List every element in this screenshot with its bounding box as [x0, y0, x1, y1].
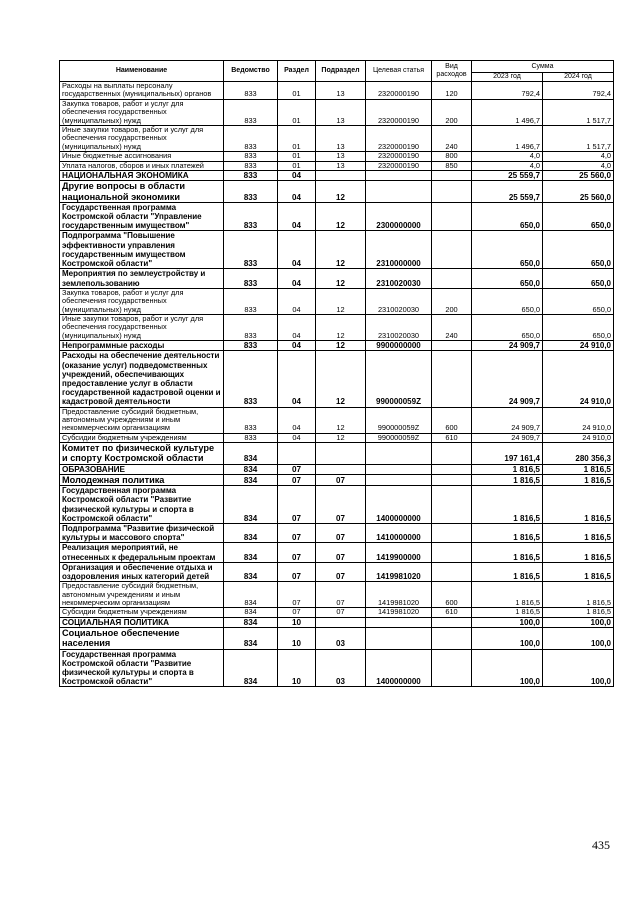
row-section: 07 [278, 464, 316, 474]
row-sum-2024: 1 816,5 [543, 543, 614, 562]
row-target: 2320000190 [366, 82, 432, 100]
row-sum-2024: 1 816,5 [543, 475, 614, 486]
row-dept: 834 [224, 628, 278, 649]
row-subsection: 12 [316, 202, 366, 231]
row-kind [432, 443, 472, 464]
row-section: 04 [278, 171, 316, 181]
table-row [60, 161, 614, 170]
row-section: 10 [278, 649, 316, 687]
row-section: 04 [278, 314, 316, 340]
row-sum-2024: 650,0 [543, 269, 614, 288]
row-section: 07 [278, 475, 316, 486]
row-sum-2023: 197 161,4 [472, 443, 543, 464]
row-name: Расходы на обеспечение деятельности (оказание услуг) подведомственных учреждений, обеспечивающих предоставление услуг в области государственной кадастровой оценки и кадастровой деятельности [60, 351, 224, 407]
table-row [60, 126, 614, 152]
row-sum-2024: 25 560,0 [543, 171, 614, 181]
row-section: 01 [278, 152, 316, 161]
table-row [60, 486, 614, 524]
row-dept: 833 [224, 351, 278, 407]
row-sum-2024: 650,0 [543, 202, 614, 231]
row-section: 07 [278, 543, 316, 562]
row-dept: 834 [224, 617, 278, 627]
table-row [60, 582, 614, 608]
budget-table [59, 60, 614, 687]
row-sum-2023: 4,0 [472, 152, 543, 161]
row-target: 1419900000 [366, 543, 432, 562]
row-target: 2310000000 [366, 231, 432, 269]
row-dept: 834 [224, 582, 278, 608]
row-subsection: 07 [316, 582, 366, 608]
row-subsection [316, 443, 366, 464]
row-name: Иные закупки товаров, работ и услуг для обеспечения государственных (муниципальных) нужд [60, 314, 224, 340]
row-subsection [316, 617, 366, 627]
table-body [60, 82, 614, 687]
row-target [366, 464, 432, 474]
row-subsection: 07 [316, 475, 366, 486]
row-sum-2024: 24 910,0 [543, 433, 614, 442]
row-target [366, 617, 432, 627]
row-dept: 834 [224, 543, 278, 562]
row-target: 1400000000 [366, 486, 432, 524]
row-sum-2024: 4,0 [543, 152, 614, 161]
table-row [60, 288, 614, 314]
row-target: 990000059Z [366, 407, 432, 433]
row-name: Закупка товаров, работ и услуг для обеспечения государственных (муниципальных) нужд [60, 99, 224, 125]
row-sum-2023: 1 816,5 [472, 608, 543, 617]
row-section: 04 [278, 341, 316, 351]
row-sum-2023: 24 909,7 [472, 433, 543, 442]
row-section: 07 [278, 562, 316, 581]
row-name: Уплата налогов, сборов и иных платежей [60, 161, 224, 170]
row-target: 2310020030 [366, 269, 432, 288]
row-sum-2024: 650,0 [543, 288, 614, 314]
table-row [60, 617, 614, 627]
row-name: Закупка товаров, работ и услуг для обеспечения государственных (муниципальных) нужд [60, 288, 224, 314]
row-kind [432, 562, 472, 581]
row-dept: 833 [224, 433, 278, 442]
row-sum-2023: 100,0 [472, 617, 543, 627]
row-subsection: 12 [316, 351, 366, 407]
row-name: Подпрограмма "Повышение эффективности управления государственным имуществом Костромской области" [60, 231, 224, 269]
row-target: 9900000000 [366, 341, 432, 351]
row-dept: 833 [224, 341, 278, 351]
row-dept: 834 [224, 562, 278, 581]
row-section: 07 [278, 524, 316, 543]
header-section: Раздел [278, 61, 316, 82]
table-row [60, 341, 614, 351]
row-kind: 600 [432, 582, 472, 608]
table-row [60, 433, 614, 442]
row-sum-2024: 650,0 [543, 314, 614, 340]
row-kind: 800 [432, 152, 472, 161]
row-sum-2024: 100,0 [543, 617, 614, 627]
table-row [60, 314, 614, 340]
row-sum-2023: 650,0 [472, 202, 543, 231]
row-sum-2024: 100,0 [543, 628, 614, 649]
row-sum-2023: 1 816,5 [472, 543, 543, 562]
row-sum-2024: 1 816,5 [543, 608, 614, 617]
row-section: 04 [278, 433, 316, 442]
row-sum-2023: 1 496,7 [472, 126, 543, 152]
row-kind [432, 486, 472, 524]
row-section: 04 [278, 269, 316, 288]
row-dept: 833 [224, 99, 278, 125]
row-name: Подпрограмма "Развитие физической культуры и массового спорта" [60, 524, 224, 543]
row-target [366, 475, 432, 486]
row-kind [432, 464, 472, 474]
row-subsection: 12 [316, 288, 366, 314]
row-kind [432, 171, 472, 181]
row-name: Расходы на выплаты персоналу государственных (муниципальных) органов [60, 82, 224, 100]
table-row [60, 628, 614, 649]
row-kind: 850 [432, 161, 472, 170]
row-dept: 834 [224, 443, 278, 464]
row-subsection [316, 171, 366, 181]
row-sum-2024: 24 910,0 [543, 351, 614, 407]
row-section: 10 [278, 628, 316, 649]
row-kind [432, 543, 472, 562]
row-dept: 833 [224, 171, 278, 181]
row-subsection: 12 [316, 181, 366, 202]
row-kind: 610 [432, 433, 472, 442]
row-section: 04 [278, 202, 316, 231]
row-subsection: 13 [316, 161, 366, 170]
page-number: 435 [592, 838, 610, 852]
row-dept: 834 [224, 524, 278, 543]
row-name: Государственная программа Костромской области "Развитие физической культуры и спорта в Костромской области" [60, 486, 224, 524]
row-sum-2024: 280 356,3 [543, 443, 614, 464]
row-name: СОЦИАЛЬНАЯ ПОЛИТИКА [60, 617, 224, 627]
row-sum-2023: 1 816,5 [472, 524, 543, 543]
row-kind: 240 [432, 126, 472, 152]
row-target: 1400000000 [366, 649, 432, 687]
row-sum-2024: 792,4 [543, 82, 614, 100]
row-subsection: 07 [316, 524, 366, 543]
table-row [60, 443, 614, 464]
row-dept: 833 [224, 407, 278, 433]
row-sum-2023: 650,0 [472, 288, 543, 314]
table-row [60, 475, 614, 486]
row-subsection: 12 [316, 231, 366, 269]
row-sum-2023: 1 816,5 [472, 475, 543, 486]
row-sum-2024: 1 816,5 [543, 562, 614, 581]
row-target: 2320000190 [366, 99, 432, 125]
table-row [60, 562, 614, 581]
header-name: Наименование [60, 61, 224, 82]
row-target: 1410000000 [366, 524, 432, 543]
row-sum-2024: 1 517,7 [543, 99, 614, 125]
row-section [278, 443, 316, 464]
row-target: 2320000190 [366, 152, 432, 161]
row-sum-2024: 650,0 [543, 231, 614, 269]
table-row [60, 99, 614, 125]
row-subsection: 03 [316, 628, 366, 649]
table-row [60, 181, 614, 202]
row-target: 1419981020 [366, 582, 432, 608]
row-sum-2023: 650,0 [472, 314, 543, 340]
row-name: Предоставление субсидий бюджетным, автономным учреждениям и иным некоммерческим организациям [60, 407, 224, 433]
header-dept: Ведомство [224, 61, 278, 82]
row-dept: 833 [224, 269, 278, 288]
row-name: Иные бюджетные ассигнования [60, 152, 224, 161]
row-kind: 120 [432, 82, 472, 100]
row-sum-2023: 24 909,7 [472, 407, 543, 433]
row-sum-2023: 1 816,5 [472, 582, 543, 608]
row-name: Иные закупки товаров, работ и услуг для обеспечения государственных (муниципальных) нужд [60, 126, 224, 152]
row-dept: 833 [224, 126, 278, 152]
row-dept: 834 [224, 475, 278, 486]
row-subsection: 13 [316, 126, 366, 152]
header-year-2024: 2024 год [543, 73, 614, 82]
row-target: 2320000190 [366, 126, 432, 152]
row-sum-2024: 1 816,5 [543, 486, 614, 524]
header-target: Целевая статья [366, 61, 432, 82]
row-sum-2023: 25 559,7 [472, 181, 543, 202]
row-sum-2024: 1 517,7 [543, 126, 614, 152]
row-target: 1419981020 [366, 562, 432, 581]
row-subsection: 12 [316, 341, 366, 351]
budget-table-sheet [59, 60, 613, 687]
row-dept: 834 [224, 486, 278, 524]
row-sum-2023: 25 559,7 [472, 171, 543, 181]
row-name: Организация и обеспечение отдыха и оздоровления иных категорий детей [60, 562, 224, 581]
row-sum-2023: 1 816,5 [472, 562, 543, 581]
row-subsection: 12 [316, 314, 366, 340]
row-section: 01 [278, 82, 316, 100]
row-subsection: 03 [316, 649, 366, 687]
row-subsection: 13 [316, 152, 366, 161]
table-row [60, 464, 614, 474]
row-subsection: 07 [316, 562, 366, 581]
row-sum-2024: 4,0 [543, 161, 614, 170]
table-row [60, 543, 614, 562]
table-row [60, 524, 614, 543]
row-subsection: 07 [316, 543, 366, 562]
row-section: 04 [278, 351, 316, 407]
row-dept: 833 [224, 231, 278, 269]
row-name: Субсидии бюджетным учреждениям [60, 608, 224, 617]
row-section: 04 [278, 288, 316, 314]
row-subsection: 13 [316, 99, 366, 125]
row-section: 07 [278, 486, 316, 524]
row-name: Государственная программа Костромской области "Развитие физической культуры и спорта в Костромской области" [60, 649, 224, 687]
row-subsection: 12 [316, 407, 366, 433]
row-target [366, 171, 432, 181]
row-kind: 200 [432, 288, 472, 314]
header-subsection: Подраздел [316, 61, 366, 82]
table-row [60, 649, 614, 687]
row-subsection [316, 464, 366, 474]
row-name: ОБРАЗОВАНИЕ [60, 464, 224, 474]
row-sum-2024: 1 816,5 [543, 464, 614, 474]
row-sum-2023: 24 909,7 [472, 341, 543, 351]
row-name: Социальное обеспечение населения [60, 628, 224, 649]
row-dept: 833 [224, 314, 278, 340]
header-year-2023: 2023 год [472, 73, 543, 82]
row-name: Государственная программа Костромской области "Управление государственным имуществом" [60, 202, 224, 231]
row-subsection: 12 [316, 433, 366, 442]
row-subsection: 12 [316, 269, 366, 288]
row-name: Молодежная политика [60, 475, 224, 486]
row-dept: 834 [224, 649, 278, 687]
row-sum-2023: 4,0 [472, 161, 543, 170]
table-row [60, 269, 614, 288]
table-row [60, 231, 614, 269]
row-kind [432, 269, 472, 288]
row-target: 2310020030 [366, 314, 432, 340]
row-subsection: 07 [316, 608, 366, 617]
row-section: 01 [278, 99, 316, 125]
row-kind [432, 202, 472, 231]
table-row [60, 82, 614, 100]
row-name: Субсидии бюджетным учреждениям [60, 433, 224, 442]
row-dept: 833 [224, 181, 278, 202]
row-kind: 200 [432, 99, 472, 125]
row-kind [432, 351, 472, 407]
row-dept: 833 [224, 288, 278, 314]
header-kind: Вид расходов [432, 61, 472, 82]
row-kind [432, 628, 472, 649]
row-sum-2024: 24 910,0 [543, 407, 614, 433]
row-kind [432, 181, 472, 202]
row-sum-2023: 100,0 [472, 628, 543, 649]
row-target [366, 181, 432, 202]
row-section: 07 [278, 608, 316, 617]
row-name: Непрограммные расходы [60, 341, 224, 351]
row-subsection: 07 [316, 486, 366, 524]
row-kind [432, 341, 472, 351]
row-sum-2023: 24 909,7 [472, 351, 543, 407]
row-kind [432, 475, 472, 486]
row-name: Реализация мероприятий, не отнесенных к федеральным проектам [60, 543, 224, 562]
row-target: 2320000190 [366, 161, 432, 170]
row-name: НАЦИОНАЛЬНАЯ ЭКОНОМИКА [60, 171, 224, 181]
row-section: 04 [278, 231, 316, 269]
row-dept: 834 [224, 608, 278, 617]
row-kind [432, 617, 472, 627]
row-target: 2300000000 [366, 202, 432, 231]
row-section: 04 [278, 407, 316, 433]
row-target [366, 628, 432, 649]
row-dept: 834 [224, 464, 278, 474]
row-sum-2023: 1 816,5 [472, 464, 543, 474]
row-sum-2024: 24 910,0 [543, 341, 614, 351]
table-row [60, 202, 614, 231]
row-sum-2023: 650,0 [472, 269, 543, 288]
row-target [366, 443, 432, 464]
row-sum-2023: 100,0 [472, 649, 543, 687]
table-row [60, 407, 614, 433]
row-subsection: 13 [316, 82, 366, 100]
row-section: 07 [278, 582, 316, 608]
row-kind [432, 231, 472, 269]
row-sum-2023: 792,4 [472, 82, 543, 100]
row-section: 01 [278, 161, 316, 170]
row-name: Мероприятия по землеустройству и землепользованию [60, 269, 224, 288]
row-dept: 833 [224, 202, 278, 231]
row-target: 2310020030 [366, 288, 432, 314]
table-row [60, 351, 614, 407]
row-sum-2024: 25 560,0 [543, 181, 614, 202]
table-row [60, 171, 614, 181]
row-sum-2024: 1 816,5 [543, 524, 614, 543]
row-target: 1419981020 [366, 608, 432, 617]
header-sum: Сумма [472, 61, 614, 73]
row-sum-2024: 100,0 [543, 649, 614, 687]
row-dept: 833 [224, 161, 278, 170]
row-kind [432, 649, 472, 687]
row-kind [432, 524, 472, 543]
table-row [60, 152, 614, 161]
row-target: 990000059Z [366, 351, 432, 407]
row-sum-2023: 1 816,5 [472, 486, 543, 524]
row-kind: 600 [432, 407, 472, 433]
row-section: 01 [278, 126, 316, 152]
row-sum-2023: 1 496,7 [472, 99, 543, 125]
row-section: 10 [278, 617, 316, 627]
table-row [60, 608, 614, 617]
row-dept: 833 [224, 152, 278, 161]
row-dept: 833 [224, 82, 278, 100]
row-name: Комитет по физической культуре и спорту Костромской области [60, 443, 224, 464]
row-target: 990000059Z [366, 433, 432, 442]
row-name: Другие вопросы в области национальной экономики [60, 181, 224, 202]
row-sum-2023: 650,0 [472, 231, 543, 269]
row-section: 04 [278, 181, 316, 202]
row-name: Предоставление субсидий бюджетным, автономным учреждениям и иным некоммерческим организациям [60, 582, 224, 608]
row-sum-2024: 1 816,5 [543, 582, 614, 608]
row-kind: 610 [432, 608, 472, 617]
row-kind: 240 [432, 314, 472, 340]
